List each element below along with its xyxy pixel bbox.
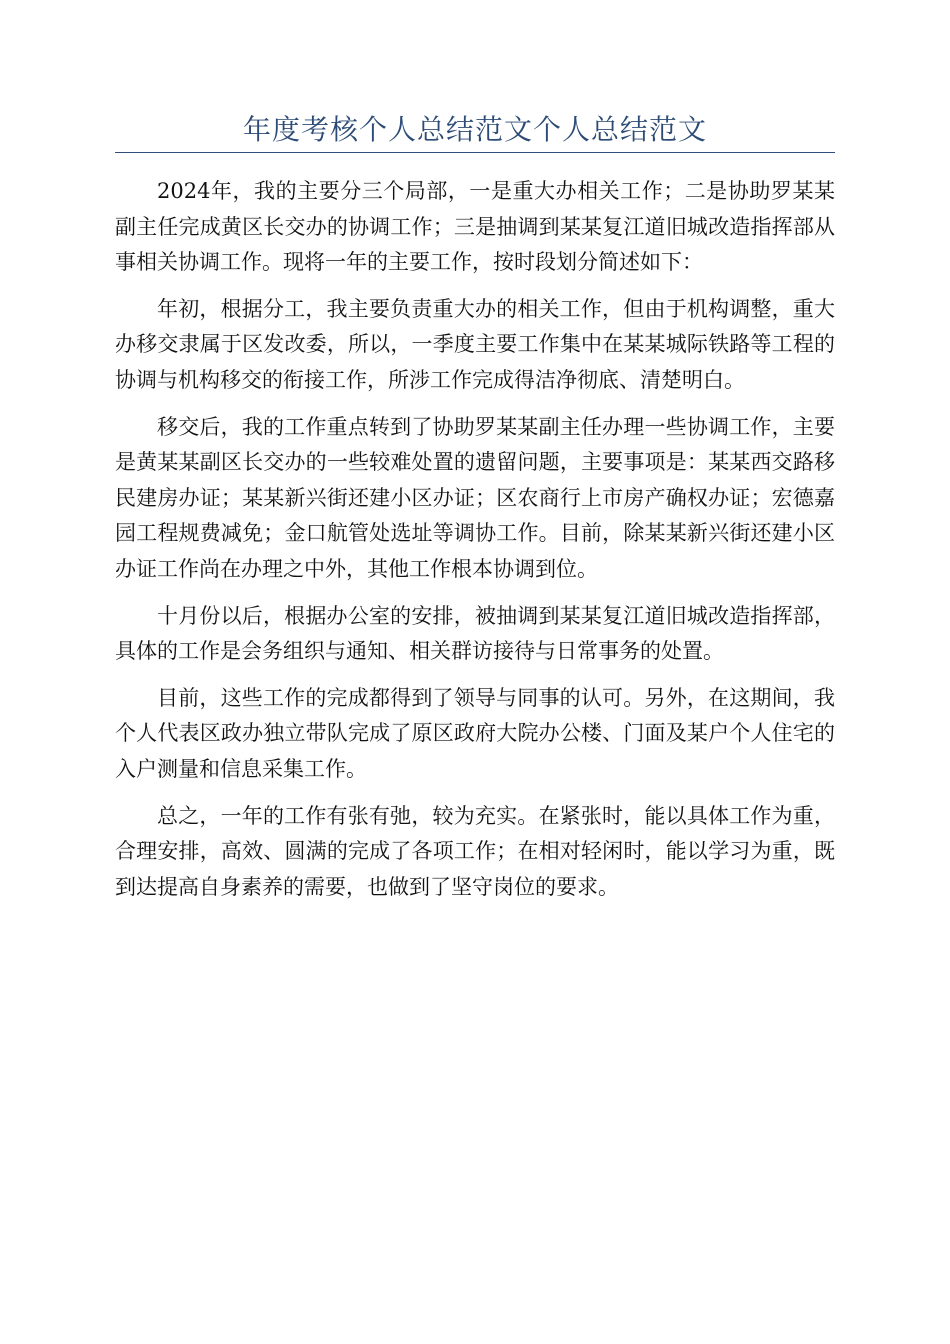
paragraph-3: 移交后，我的工作重点转到了协助罗某某副主任办理一些协调工作，主要是黄某某副区长交办的一些较难处置的遗留问题，主要事项是：某某西交路移民建房办证；某某新兴街还建小区办证；区农商行上市房产确权办证；宏德嘉园工程规费减免；金口航管处选址等调协工作。目前，除某某新兴街还建小区办证工作尚在办理之中外，其他工作根本协调到位。: [115, 414, 835, 581]
paragraph-5: 目前，这些工作的完成都得到了领导与同事的认可。另外，在这期间，我个人代表区政办独立带队完成了原区政府大院办公楼、门面及某户个人住宅的入户测量和信息采集工作。: [115, 685, 835, 781]
document-body: [115, 174, 835, 916]
page-title: 年度考核个人总结范文个人总结范文: [242, 113, 707, 146]
paragraph-4: 十月份以后，根据办公室的安排，被抽调到某某复江道旧城改造指挥部，具体的工作是会务组织与通知、相关群访接待与日常事务的处置。: [115, 603, 835, 664]
paragraph-6: 总之，一年的工作有张有弛，较为充实。在紧张时，能以具体工作为重，合理安排，高效、圆满的完成了各项工作；在相对轻闲时，能以学习为重，既到达提高自身素养的需要，也做到了坚守岗位的要求。: [115, 803, 835, 899]
paragraph-1: 2024年，我的主要分三个局部，一是重大办相关工作；二是协助罗某某副主任完成黄区长交办的协调工作；三是抽调到某某复江道旧城改造指挥部从事相关协调工作。现将一年的主要工作，按时段划分简述如下：: [115, 179, 835, 275]
paragraph-2: 年初，根据分工，我主要负责重大办的相关工作，但由于机构调整，重大办移交隶属于区发改委，所以，一季度主要工作集中在某某城际铁路等工程的协调与机构移交的衔接工作，所涉工作完成得洁净彻底、清楚明白。: [115, 296, 835, 392]
title-block: [115, 112, 835, 153]
